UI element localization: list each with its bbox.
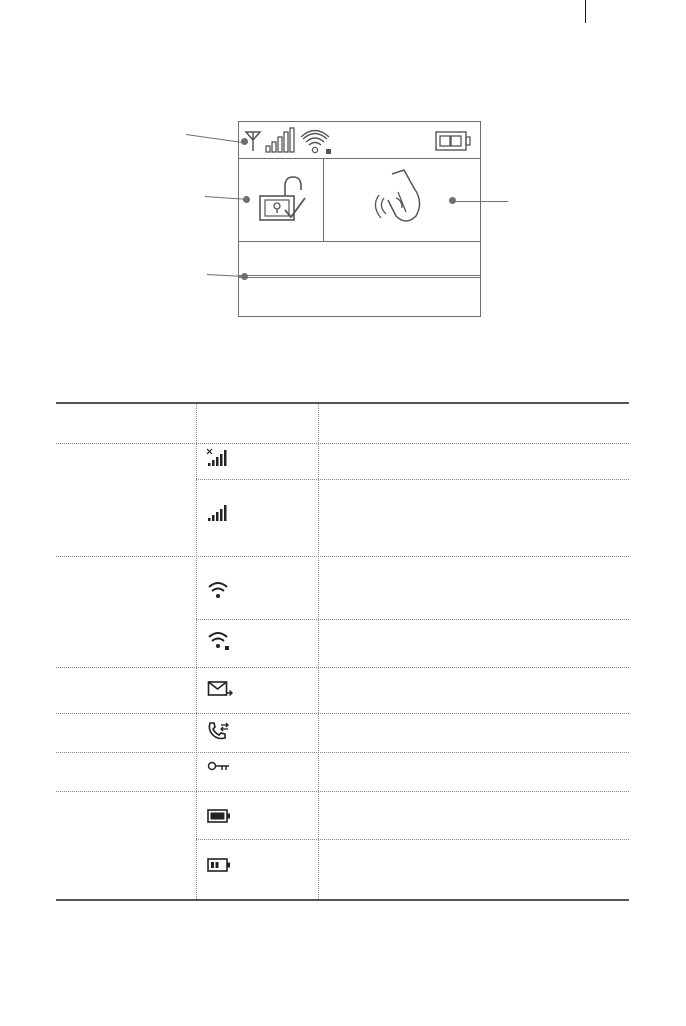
table-row-divider <box>56 752 629 753</box>
table-top-rule <box>56 402 629 404</box>
no-signal-icon <box>206 448 228 468</box>
table-row-divider <box>56 791 629 792</box>
call-icon <box>207 721 231 741</box>
table-row-divider <box>56 556 629 557</box>
tap-icon <box>372 168 428 226</box>
status-bar <box>239 122 480 159</box>
battery-icon <box>435 131 471 151</box>
unlock-icon <box>257 174 309 224</box>
callout-dot-unlock <box>243 196 250 203</box>
table-row-divider <box>196 839 629 840</box>
table-row-divider <box>56 713 629 714</box>
table-row-divider <box>196 619 629 620</box>
table-row-divider <box>56 443 629 444</box>
table-row-divider <box>56 667 629 668</box>
signal-bars-icon <box>265 127 295 153</box>
device-screen <box>238 121 481 317</box>
table-row-divider <box>196 479 629 480</box>
wifi-clients-icon <box>207 630 231 652</box>
panel-divider <box>239 241 480 242</box>
message-icon <box>207 680 233 698</box>
message-line <box>239 275 480 278</box>
wifi-icon <box>207 580 229 600</box>
callout-dot-tap <box>449 197 456 204</box>
callout-line-status <box>186 134 245 143</box>
signal-bars-icon <box>206 504 228 522</box>
key-icon <box>207 760 231 774</box>
battery-low-icon <box>207 858 231 872</box>
tap-panel <box>324 158 480 241</box>
page-edge-mark <box>585 0 586 23</box>
callout-line-tap <box>455 201 508 202</box>
wifi-icon <box>299 126 333 156</box>
callout-dot-status <box>241 138 248 145</box>
callout-dot-message <box>241 273 248 280</box>
table-bottom-rule <box>56 899 629 901</box>
unlock-panel <box>239 158 324 241</box>
battery-full-icon <box>207 809 231 823</box>
